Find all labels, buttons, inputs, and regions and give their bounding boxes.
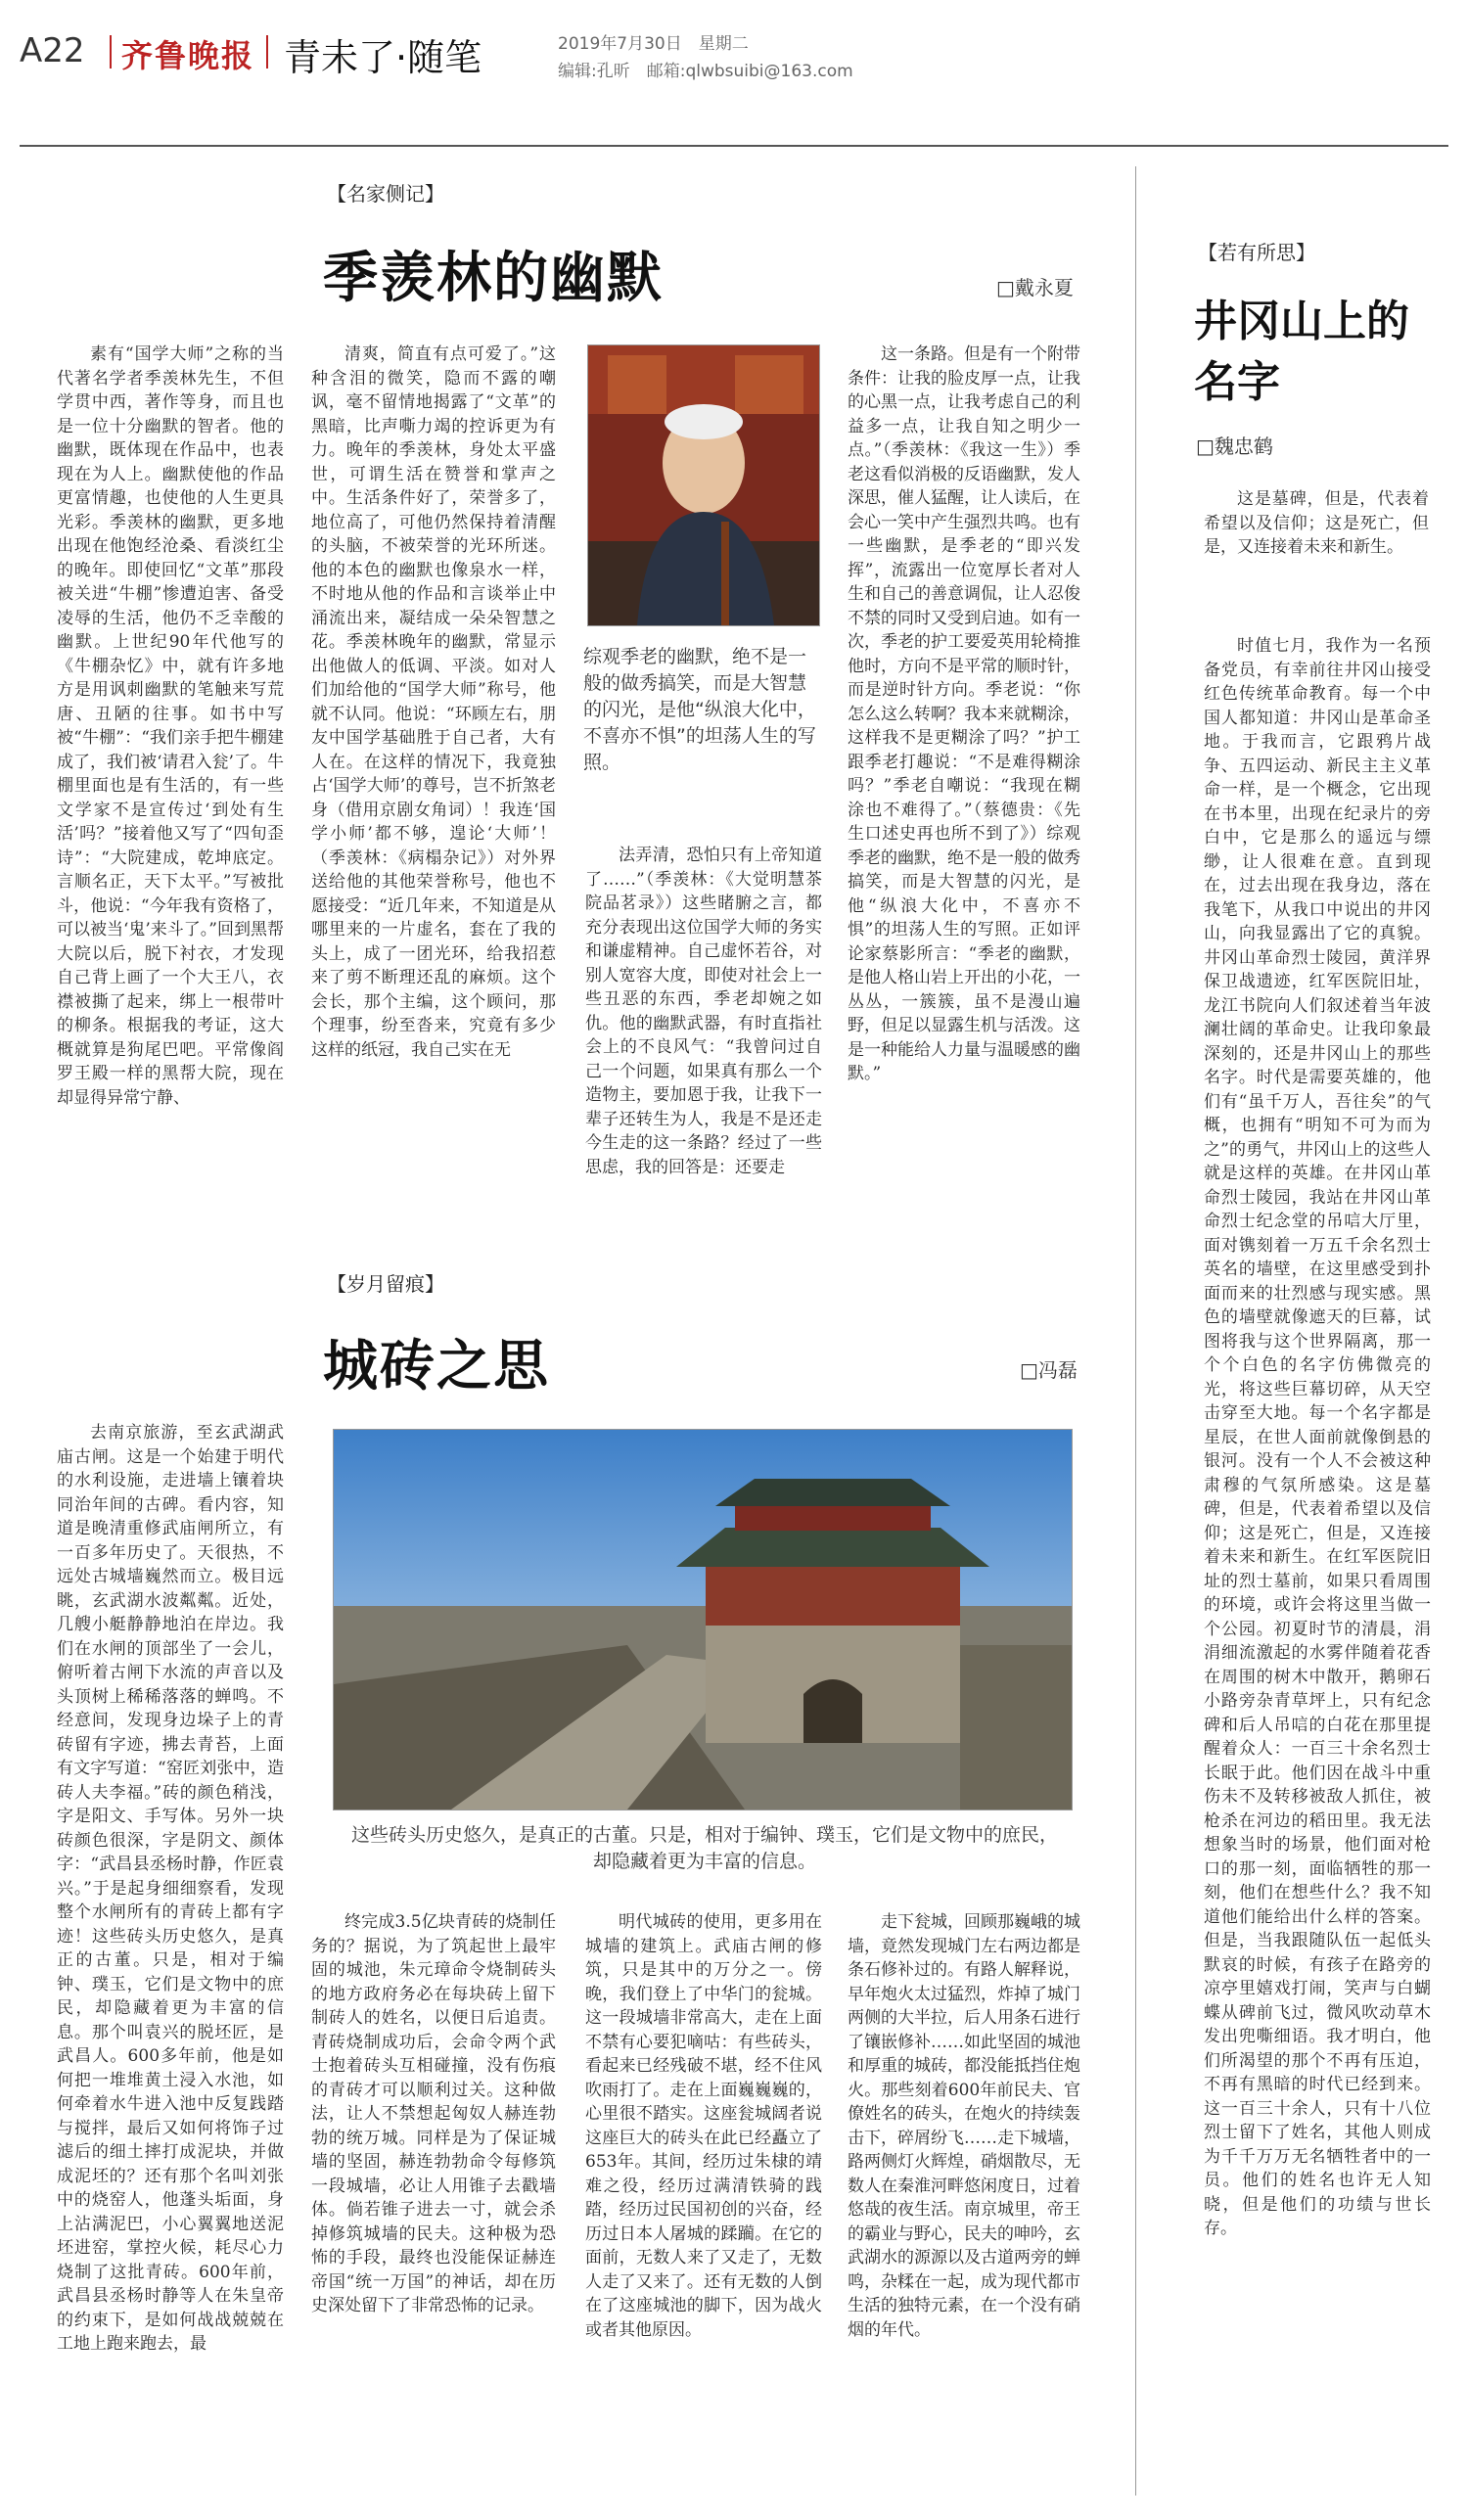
- article3-author: □魏忠鹤: [1196, 435, 1273, 458]
- article2-title: 城砖之思: [323, 1335, 550, 1398]
- article2-column-1: 去南京旅游，至玄武湖武庙古闸。这是一个始建于明代的水利设施，走进墙上镶着块同治年间的古碑。看内容，知道是晚清重修武庙闸所立，有一百多年历史了。天很热，不远处古城墙巍然而立。极目远眺，玄武湖水波粼粼。近处，几艘小艇静静地泊在岸边。我们在水闸的顶部坐了一会儿，俯听着古闸下水流的声音以及头顶树上稀稀落落的蝉鸣。不经意间，发现身边垛子上的青砖留有字迹，拂去青苔，上面有文字写道：“窑匠刘张中，造砖人夫李福。”砖的颜色稍浅，字是阳文、手写体。另外一块砖颜色很深，字是阴文、颜体字：“武昌县丞杨时静，作匠袁兴。”于是起身细细察看，发现整个水闸所有的青砖上都有字迹！这些砖头历史悠久，是真正的古董。只是，相对于编钟、璞玉，它们是文物中的庶民，却隐藏着更为丰富的信息。那个叫袁兴的脱坯匠，是武昌人。600多年前，他是如何把一堆堆黄土浸入水池，如何牵着水牛进入池中反复践踏与搅拌，最后又如何将饰子过滤后的细土摔打成泥块，并做成泥坯的？还有那个名叫刘张中的烧窑人，他蓬头垢面，身上沾满泥巴，小心翼翼地送泥坯进窑，掌控火候，耗尽心力烧制了这批青砖。600年前，武昌县丞杨时静等人在朱皇帝的约束下，是如何战战兢兢在工地上跑来跑去，最: [57, 1423, 284, 2354]
- article2-tag: 【岁月留痕】: [327, 1272, 444, 1296]
- article2-column-2: 终完成3.5亿块青砖的烧制任务的？据说，为了筑起世上最牢固的城池，朱元璋命令烧制砖头的地方政府务必在每块砖上留下制砖人的姓名，以便日后追责。青砖烧制成功后，会命令两个武士抱着砖头互相碰撞，没有伤痕的青砖才可以顺利过关。这种做法，让人不禁想起匈奴人赫连勃勃的统万城。同样是为了保证城墙的坚固，赫连勃勃命令每修筑一段城墙，必让人用锥子去戳墙体。倘若锥子进去一寸，就会杀掉修筑城墙的民夫。这种极为恐怖的手段，最终也没能保证赫连帝国“统一万国”的神话，却在历史深处留下了非常恐怖的记录。: [311, 1912, 556, 2315]
- article1-column-1: 素有“国学大师”之称的当代著名学者季羡林先生，不但学贯中西，著作等身，而且也是一位十分幽默的智者。他的幽默，既体现在作品中，也表现在为人上。幽默使他的作品更富情趣，也使他的人生更具光彩。季羡林的幽默，更多地出现在他饱经沧桑、看淡红尘的晚年。即使回忆“文革”那段被关进“牛棚”惨遭迫害、备受凌辱的生活，他仍不乏幸酸的幽默。上世纪90年代他写的《牛棚杂忆》中，就有许多地方是用讽刺幽默的笔触来写荒唐、丑陋的往事。如书中写被“牛棚”：“我们亲手把牛棚建成了，我们被‘请君入瓮’了。牛棚里面也是有生活的，有一些文学家不是宣传过‘到处有生活’吗？”接着他又写了“四旬歪诗”：“大院建成，乾坤底定。言顺名正，天下太平。”写被批斗，他说：“今年我有资格了，可以被当‘鬼’来斗了。”回到黑帮大院以后，脱下衬衣，才发现自己背上画了一个大王八，衣襟被撕了起来，绑上一根带叶的柳条。根据我的考证，这大概就算是狗尾巴吧。平常像阎罗王殿一样的黑帮大院，现在却显得异常宁静、: [57, 344, 284, 1108]
- header-rule: [20, 145, 1448, 147]
- article1-tag: 【名家侧记】: [327, 182, 444, 206]
- article2-author: □冯磊: [1020, 1358, 1078, 1382]
- issue-date: 2019年7月30日 星期二: [558, 34, 749, 54]
- ji-xianlin-portrait-image: [588, 345, 819, 625]
- header-divider-2: [266, 35, 268, 69]
- article2-photo-caption: 这些砖头历史悠久，是真正的古董。只是，相对于编钟、璞玉，它们是文物中的庶民，却隐藏着更为丰富的信息。: [350, 1824, 1058, 1872]
- article1-photo-caption: 综观季老的幽默，绝不是一般的做秀搞笑，而是大智慧的闪光，是他“纵浪大化中，不喜亦不惧”的坦荡人生的写照。: [583, 646, 816, 773]
- header-divider: [110, 35, 112, 69]
- article1-author: □戴永夏: [996, 276, 1074, 299]
- article2-column-3: 明代城砖的使用，更多用在城墙的建筑上。武庙古闸的修筑，只是其中的万分之一。傍晚，我们登上了中华门的瓮城。这一段城墙非常高大，走在上面不禁有心要犯嘀咕：有些砖头，看起来已经残破不堪，经不住风吹雨打了。走在上面巍巍巍的，心里很不踏实。这座瓮城阔者说这座巨大的砖头在此已经矗立了653年。其间，经历过朱棣的靖难之役，经历过满清铁骑的践踏，经历过民国初创的兴奋，经历过日本人屠城的蹂躏。在它的面前，无数人来了又走了，无数人走了又来了。还有无数的人倒在了这座城池的脚下，因为战火或者其他原因。: [585, 1912, 822, 2340]
- article2-column-4: 走下瓮城，回顾那巍峨的城墙，竟然发现城门左右两边都是条石修补过的。有路人解释说，早年炮火太过猛烈，炸掉了城门两侧的大半拉，后人用条石进行了镶嵌修补……如此坚固的城池和厚重的城砖，都没能抵挡住炮火。那些刻着600年前民夫、官僚姓名的砖头，在炮火的持续轰击下，碎屑纷飞……走下城墙，路两侧灯火辉煌，硝烟散尽，无数人在秦淮河畔悠闲度日，过着悠哉的夜生活。南京城里，帝王的霸业与野心，民夫的呻吟，玄武湖水的源源以及古道两旁的蝉鸣，杂糅在一起，成为现代都市生活的独特元素，在一个没有硝烟的年代。: [848, 1912, 1080, 2340]
- newspaper-logo: 齐鲁晚报: [121, 37, 255, 74]
- article1-photo: [587, 344, 820, 626]
- article2-photo: [333, 1429, 1073, 1810]
- article3-title: 井冈山上的名字: [1194, 297, 1409, 407]
- article1-column-3: 法弄清，恐怕只有上帝知道了……”（季羡林：《大觉明慧茶院品茗录》）这些睹腑之言，都充分表现出这位国学大师的务实和谦虚精神。自己虚怀若谷，对别人宽容大度，即使对社会上一些丑恶的东西，季老却婉之如仇。他的幽默武器，有时直指社会上的不良风气：“我曾问过自己一个问题，如果真有那么一个造物主，要加恩于我，让我下一辈子还转生为人，我是不是还走今生走的这一条路？经过了一些思虑，我的回答是：还要走: [585, 846, 822, 1177]
- nanjing-city-wall-image: [334, 1430, 1072, 1810]
- page-number: A22: [20, 31, 85, 70]
- column-divider: [1135, 166, 1136, 2496]
- article3-tag: 【若有所思】: [1198, 241, 1315, 264]
- article3-lead: 这是墓碑，但是，代表着希望以及信仰；这是死亡，但是，又连接着未来和新生。: [1204, 489, 1429, 557]
- article3-body: 时值七月，我作为一名预备党员，有幸前往井冈山接受红色传统革命教育。每一个中国人都知道：井冈山是革命圣地。于我而言，它跟鸦片战争、五四运动、新民主主义革命一样，是一个概念，它出现在书本里，出现在纪录片的旁白中，它是那么的遥远与缥缈，让人很难在意。直到现在，过去出现在我身边，落在我笔下，从我口中说出的井冈山，向我显露出了它的真貌。井冈山革命烈士陵园，黄洋界保卫战遗迹，红军医院旧址，龙江书院向人们叙述着当年波澜壮阔的革命史。让我印象最深刻的，还是井冈山上的那些名字。时代是需要英雄的，他们有“虽千万人，吾往矣”的气概，也拥有“明知不可为而为之”的勇气，井冈山上的这些人就是这样的英雄。在井冈山革命烈士陵园，我站在井冈山革命烈士纪念堂的吊唁大厅里，面对镌刻着一万五千余名烈士英名的墙壁，在这里感受到扑面而来的壮烈感与现实感。黑色的墙壁就像遮天的巨幕，试图将我与这个世界隔离，那一个个白色的名字仿佛微亮的光，将这些巨幕切碎，从天空击穿至大地。每一个名字都是星辰，在世人面前就像倒悬的银河。没有一个人不会被这种肃穆的气氛所感染。这是墓碑，但是，代表着希望以及信仰；这是死亡，但是，又连接着未来和新生。在红军医院旧址的烈士墓前，如果只看周围的环境，或许会将这里当做一个公园。初夏时节的清晨，涓涓细流激起的水雾伴随着花香在周围的树木中散开，鹅卵石小路旁杂青草坪上，只有纪念碑和后人吊唁的白花在那里提醒着众人：一百三十余名烈士长眠于此。他们因在战斗中重伤未不及转移被敌人抓住，被枪杀在河边的稻田里。我无法想象当时的场景，他们面对枪口的那一刻，面临牺牲的那一刻，他们在想些什么？我不知道他们能给出什么样的答案。但是，当我跟随队伍一起低头默哀的时候，有孩子在路旁的凉亭里嬉戏打闹，笑声与白蝴蝶从碑前飞过，微风吹动草木发出兜嘶细语。我才明白，他们所渴望的那个不再有压迫，不再有黑暗的时代已经到来。这一百三十余人，只有十八位烈士留下了姓名，其他人则成为千千万万无名牺牲者中的一员。他们的姓名也许无人知晓，但是他们的功绩与世长存。: [1204, 636, 1431, 2238]
- article1-column-2: 清爽，简直有点可爱了。”这种含泪的微笑，隐而不露的嘲讽，毫不留情地揭露了“文革”的黑暗，比声嘶力竭的控诉更为有力。晚年的季羡林，身处太平盛世，可谓生活在赞誉和掌声之中。生活条件好了，荣誉多了，地位高了，可他仍然保持着清醒的头脑，不被荣誉的光环所迷。他的本色的幽默也像泉水一样，不时地从他的作品和言谈举止中涌流出来，凝结成一朵朵智慧之花。季羡林晚年的幽默，常显示出他做人的低调、平淡。如对人们加给他的“国学大师”称号，他就不认同。他说：“环顾左右，朋友中国学基础胜于自己者，大有人在。在这样的情况下，我竟独占‘国学大师’的尊号，岂不折煞老身（借用京剧女角词）！我连‘国学小师’都不够，遑论‘大师’！（季羡林：《病榻杂记》）对外界送给他的其他荣誉称号，他也不愿接受：“近几年来，不知道是从哪里来的一片虚名，套在了我的头上，成了一团光环，给我招惹来了剪不断理还乱的麻烦。这个会长，那个主编，这个顾问，那个理事，纷至沓来，究竟有多少这样的纸冠，我自己实在无: [311, 344, 556, 1060]
- editor-info: 编辑:孔昕 邮箱:qlwbsuibi@163.com: [558, 62, 853, 81]
- article1-title: 季羡林的幽默: [323, 247, 664, 310]
- section-title: 青未了·随笔: [284, 36, 482, 79]
- article1-column-4: 这一条路。但是有一个附带条件：让我的脸皮厚一点，让我的心黑一点，让我考虑自己的利益多一点，让我自知之明少一点。”（季羡林：《我这一生》）季老这看似消极的反语幽默，发人深思，催人猛醒，让人读后，在会心一笑中产生强烈共鸣。也有一些幽默，是季老的“即兴发挥”，流露出一位宽厚长者对人生和自己的善意调侃，让人忍俊不禁的同时又受到启迪。如有一次，季老的护工要爱英用轮椅推他时，方向不是平常的顺时针，而是逆时针方向。季老说：“你怎么这么转啊？我本来就糊涂，这样我不是更糊涂了吗？”护工跟季老打趣说：“不是难得糊涂吗？”季老自嘲说：“我现在糊涂也不难得了。”（蔡德贵：《先生口述史再也所不到了》）综观季老的幽默，绝不是一般的做秀搞笑，而是大智慧的闪光，是他“纵浪大化中，不喜亦不惧”的坦荡人生的写照。正如评论家蔡影所言：“季老的幽默，是他人格山岩上开出的小花，一丛丛，一簇簇，虽不是漫山遍野，但足以显露生机与活泼。这是一种能给人力量与温暖感的幽默。”: [848, 344, 1080, 1083]
